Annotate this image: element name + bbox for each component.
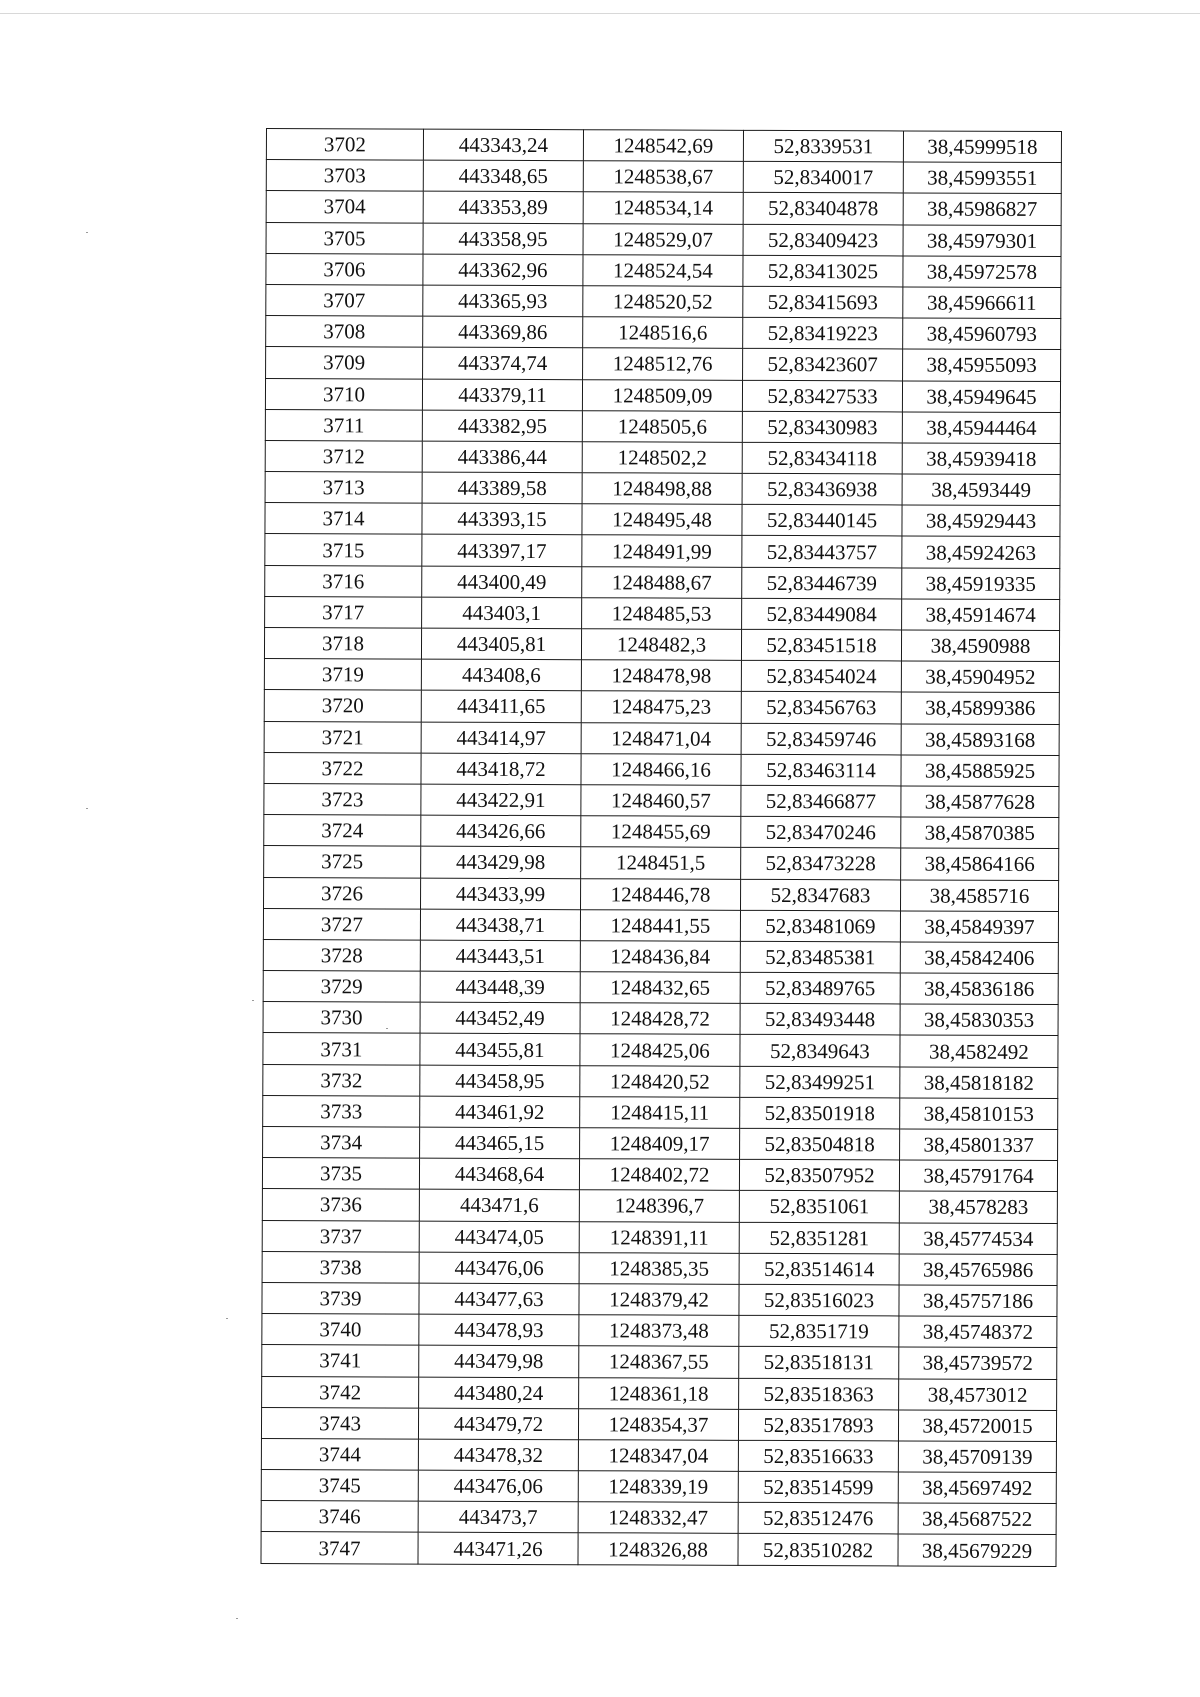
y-coordinate-cell: 1248428,72 bbox=[580, 1003, 740, 1035]
table-row bbox=[266, 316, 1061, 350]
point-number-cell: 3704 bbox=[266, 191, 423, 223]
y-coordinate-cell: 1248425,06 bbox=[580, 1034, 740, 1066]
x-coordinate-cell: 443478,32 bbox=[418, 1439, 578, 1471]
longitude-cell: 38,45810153 bbox=[900, 1098, 1058, 1130]
latitude-cell: 52,83507952 bbox=[739, 1160, 899, 1192]
x-coordinate-cell: 443426,66 bbox=[421, 815, 581, 847]
latitude-cell: 52,83518363 bbox=[739, 1378, 899, 1410]
x-coordinate-cell: 443455,81 bbox=[420, 1034, 580, 1066]
longitude-cell: 38,45836186 bbox=[900, 973, 1058, 1005]
table-row bbox=[262, 1220, 1057, 1254]
longitude-cell: 38,4573012 bbox=[899, 1378, 1057, 1410]
point-number-cell: 3707 bbox=[266, 284, 423, 316]
longitude-cell: 38,45709139 bbox=[898, 1441, 1056, 1473]
latitude-cell: 52,83430983 bbox=[742, 411, 902, 443]
point-number-cell: 3738 bbox=[262, 1251, 419, 1283]
x-coordinate-cell: 443400,49 bbox=[422, 566, 582, 598]
x-coordinate-cell: 443479,98 bbox=[419, 1345, 579, 1377]
longitude-cell: 38,45979301 bbox=[903, 225, 1061, 257]
point-number-cell: 3740 bbox=[262, 1314, 419, 1346]
longitude-cell: 38,45972578 bbox=[903, 256, 1061, 288]
longitude-cell: 38,45914674 bbox=[902, 599, 1060, 631]
longitude-cell: 38,45739572 bbox=[899, 1347, 1057, 1379]
longitude-cell: 38,45830353 bbox=[900, 1004, 1058, 1036]
y-coordinate-cell: 1248432,65 bbox=[580, 972, 740, 1004]
point-number-cell: 3706 bbox=[266, 253, 423, 285]
x-coordinate-cell: 443471,26 bbox=[418, 1533, 578, 1565]
x-coordinate-cell: 443429,98 bbox=[421, 846, 581, 878]
longitude-cell: 38,45993551 bbox=[903, 162, 1061, 194]
longitude-cell: 38,45818182 bbox=[900, 1067, 1058, 1099]
latitude-cell: 52,83404878 bbox=[743, 193, 903, 225]
latitude-cell: 52,83466877 bbox=[741, 785, 901, 817]
longitude-cell: 38,45720015 bbox=[898, 1410, 1056, 1442]
y-coordinate-cell: 1248512,76 bbox=[583, 348, 743, 380]
table-row bbox=[263, 1095, 1058, 1129]
table-row bbox=[263, 1126, 1058, 1160]
longitude-cell: 38,45885925 bbox=[901, 755, 1059, 787]
latitude-cell: 52,83517893 bbox=[738, 1409, 898, 1441]
latitude-cell: 52,83440145 bbox=[742, 505, 902, 537]
point-number-cell: 3703 bbox=[266, 160, 423, 192]
table-row bbox=[262, 1314, 1057, 1348]
point-number-cell: 3726 bbox=[264, 877, 421, 909]
x-coordinate-cell: 443379,11 bbox=[422, 379, 582, 411]
x-coordinate-cell: 443358,95 bbox=[423, 223, 583, 255]
x-coordinate-cell: 443405,81 bbox=[421, 628, 581, 660]
x-coordinate-cell: 443382,95 bbox=[422, 410, 582, 442]
x-coordinate-cell: 443474,05 bbox=[419, 1221, 579, 1253]
latitude-cell: 52,83436938 bbox=[742, 473, 902, 505]
table-row bbox=[263, 1064, 1058, 1098]
latitude-cell: 52,8351719 bbox=[739, 1315, 899, 1347]
y-coordinate-cell: 1248415,11 bbox=[580, 1097, 740, 1129]
y-coordinate-cell: 1248524,54 bbox=[583, 254, 743, 286]
point-number-cell: 3720 bbox=[264, 690, 421, 722]
longitude-cell: 38,4582492 bbox=[900, 1035, 1058, 1067]
latitude-cell: 52,83518131 bbox=[739, 1347, 899, 1379]
longitude-cell: 38,45679229 bbox=[898, 1534, 1056, 1566]
x-coordinate-cell: 443389,58 bbox=[422, 472, 582, 504]
longitude-cell: 38,45697492 bbox=[898, 1472, 1056, 1504]
table-row bbox=[261, 1532, 1056, 1566]
y-coordinate-cell: 1248391,11 bbox=[579, 1221, 739, 1253]
latitude-cell: 52,83501918 bbox=[740, 1097, 900, 1129]
y-coordinate-cell: 1248495,48 bbox=[582, 504, 742, 536]
longitude-cell: 38,4585716 bbox=[900, 879, 1058, 911]
longitude-cell: 38,45986827 bbox=[903, 193, 1061, 225]
scan-speck bbox=[386, 1028, 388, 1029]
point-number-cell: 3745 bbox=[261, 1470, 418, 1502]
point-number-cell: 3710 bbox=[265, 378, 422, 410]
y-coordinate-cell: 1248451,5 bbox=[581, 847, 741, 879]
latitude-cell: 52,83449084 bbox=[742, 598, 902, 630]
x-coordinate-cell: 443448,39 bbox=[420, 971, 580, 1003]
x-coordinate-cell: 443397,17 bbox=[422, 535, 582, 567]
scan-speck bbox=[236, 1618, 238, 1619]
table-row bbox=[265, 409, 1060, 443]
y-coordinate-cell: 1248339,19 bbox=[578, 1471, 738, 1503]
table-row bbox=[266, 347, 1061, 381]
longitude-cell: 38,45899386 bbox=[901, 692, 1059, 724]
y-coordinate-cell: 1248396,7 bbox=[579, 1190, 739, 1222]
point-number-cell: 3732 bbox=[263, 1064, 420, 1096]
longitude-cell: 38,45966611 bbox=[903, 287, 1061, 319]
point-number-cell: 3713 bbox=[265, 472, 422, 504]
point-number-cell: 3743 bbox=[261, 1407, 418, 1439]
y-coordinate-cell: 1248542,69 bbox=[583, 130, 743, 162]
x-coordinate-cell: 443480,24 bbox=[419, 1377, 579, 1409]
y-coordinate-cell: 1248475,23 bbox=[581, 691, 741, 723]
point-number-cell: 3727 bbox=[263, 908, 420, 940]
x-coordinate-cell: 443386,44 bbox=[422, 441, 582, 473]
x-coordinate-cell: 443461,92 bbox=[420, 1096, 580, 1128]
latitude-cell: 52,83514599 bbox=[738, 1471, 898, 1503]
latitude-cell: 52,83413025 bbox=[743, 255, 903, 287]
longitude-cell: 38,45893168 bbox=[901, 724, 1059, 756]
table-row bbox=[266, 284, 1061, 318]
point-number-cell: 3724 bbox=[264, 815, 421, 847]
point-number-cell: 3734 bbox=[263, 1126, 420, 1158]
latitude-cell: 52,8351281 bbox=[739, 1222, 899, 1254]
point-number-cell: 3719 bbox=[264, 659, 421, 691]
latitude-cell: 52,8349643 bbox=[740, 1035, 900, 1067]
longitude-cell: 38,45929443 bbox=[902, 505, 1060, 537]
latitude-cell: 52,83443757 bbox=[742, 536, 902, 568]
y-coordinate-cell: 1248379,42 bbox=[579, 1284, 739, 1316]
point-number-cell: 3705 bbox=[266, 222, 423, 254]
x-coordinate-cell: 443411,65 bbox=[421, 690, 581, 722]
table-row bbox=[262, 1158, 1057, 1192]
latitude-cell: 52,83516023 bbox=[739, 1284, 899, 1316]
table-row bbox=[265, 472, 1060, 506]
y-coordinate-cell: 1248347,04 bbox=[578, 1440, 738, 1472]
point-number-cell: 3717 bbox=[265, 596, 422, 628]
latitude-cell: 52,83434118 bbox=[742, 442, 902, 474]
x-coordinate-cell: 443348,65 bbox=[423, 160, 583, 192]
table-row bbox=[265, 503, 1060, 537]
latitude-cell: 52,83427533 bbox=[742, 380, 902, 412]
longitude-cell: 38,45791764 bbox=[899, 1160, 1057, 1192]
point-number-cell: 3718 bbox=[264, 627, 421, 659]
y-coordinate-cell: 1248326,88 bbox=[578, 1533, 738, 1565]
point-number-cell: 3721 bbox=[264, 721, 421, 753]
table-row bbox=[264, 783, 1059, 817]
x-coordinate-cell: 443418,72 bbox=[421, 753, 581, 785]
point-number-cell: 3739 bbox=[262, 1282, 419, 1314]
x-coordinate-cell: 443479,72 bbox=[418, 1408, 578, 1440]
table-row bbox=[263, 939, 1058, 973]
longitude-cell: 38,45849397 bbox=[900, 911, 1058, 943]
point-number-cell: 3736 bbox=[262, 1189, 419, 1221]
point-number-cell: 3747 bbox=[261, 1532, 418, 1564]
y-coordinate-cell: 1248455,69 bbox=[581, 816, 741, 848]
y-coordinate-cell: 1248354,37 bbox=[578, 1408, 738, 1440]
point-number-cell: 3735 bbox=[262, 1158, 419, 1190]
x-coordinate-cell: 443353,89 bbox=[423, 191, 583, 223]
point-number-cell: 3711 bbox=[265, 409, 422, 441]
table-row bbox=[263, 908, 1058, 942]
latitude-cell: 52,83463114 bbox=[741, 754, 901, 786]
x-coordinate-cell: 443408,6 bbox=[421, 659, 581, 691]
longitude-cell: 38,45999518 bbox=[903, 131, 1061, 163]
y-coordinate-cell: 1248505,6 bbox=[582, 410, 742, 442]
y-coordinate-cell: 1248498,88 bbox=[582, 473, 742, 505]
longitude-cell: 38,45939418 bbox=[902, 443, 1060, 475]
table-row bbox=[264, 846, 1059, 880]
y-coordinate-cell: 1248471,04 bbox=[581, 722, 741, 754]
scan-speck bbox=[252, 1000, 254, 1001]
longitude-cell: 38,4578283 bbox=[899, 1191, 1057, 1223]
point-number-cell: 3742 bbox=[262, 1376, 419, 1408]
longitude-cell: 38,4593449 bbox=[902, 474, 1060, 506]
coordinate-table bbox=[260, 128, 1062, 1567]
longitude-cell: 38,45870385 bbox=[901, 817, 1059, 849]
y-coordinate-cell: 1248367,55 bbox=[579, 1346, 739, 1378]
longitude-cell: 38,45955093 bbox=[903, 349, 1061, 381]
latitude-cell: 52,83451518 bbox=[741, 629, 901, 661]
x-coordinate-cell: 443403,1 bbox=[422, 597, 582, 629]
y-coordinate-cell: 1248520,52 bbox=[583, 286, 743, 318]
point-number-cell: 3746 bbox=[261, 1501, 418, 1533]
point-number-cell: 3741 bbox=[262, 1345, 419, 1377]
y-coordinate-cell: 1248460,57 bbox=[581, 785, 741, 817]
x-coordinate-cell: 443433,99 bbox=[421, 878, 581, 910]
table-row bbox=[263, 971, 1058, 1005]
longitude-cell: 38,45765986 bbox=[899, 1254, 1057, 1286]
y-coordinate-cell: 1248516,6 bbox=[583, 317, 743, 349]
y-coordinate-cell: 1248509,09 bbox=[582, 379, 742, 411]
x-coordinate-cell: 443414,97 bbox=[421, 722, 581, 754]
latitude-cell: 52,83473228 bbox=[741, 848, 901, 880]
point-number-cell: 3712 bbox=[265, 440, 422, 472]
latitude-cell: 52,83481069 bbox=[740, 910, 900, 942]
longitude-cell: 38,45904952 bbox=[901, 661, 1059, 693]
x-coordinate-cell: 443476,06 bbox=[419, 1252, 579, 1284]
point-number-cell: 3715 bbox=[265, 534, 422, 566]
x-coordinate-cell: 443471,6 bbox=[419, 1189, 579, 1221]
y-coordinate-cell: 1248402,72 bbox=[579, 1159, 739, 1191]
latitude-cell: 52,83456763 bbox=[741, 692, 901, 724]
longitude-cell: 38,45949645 bbox=[902, 380, 1060, 412]
latitude-cell: 52,8340017 bbox=[743, 162, 903, 194]
latitude-cell: 52,83470246 bbox=[741, 816, 901, 848]
latitude-cell: 52,83423607 bbox=[743, 349, 903, 381]
table-row bbox=[262, 1345, 1057, 1379]
point-number-cell: 3725 bbox=[264, 846, 421, 878]
x-coordinate-cell: 443422,91 bbox=[421, 784, 581, 816]
y-coordinate-cell: 1248488,67 bbox=[582, 566, 742, 598]
point-number-cell: 3729 bbox=[263, 971, 420, 1003]
table-row bbox=[261, 1438, 1056, 1472]
y-coordinate-cell: 1248491,99 bbox=[582, 535, 742, 567]
latitude-cell: 52,83516633 bbox=[738, 1440, 898, 1472]
latitude-cell: 52,8339531 bbox=[743, 130, 903, 162]
x-coordinate-cell: 443478,93 bbox=[419, 1314, 579, 1346]
longitude-cell: 38,45774534 bbox=[899, 1223, 1057, 1255]
y-coordinate-cell: 1248466,16 bbox=[581, 753, 741, 785]
x-coordinate-cell: 443465,15 bbox=[420, 1127, 580, 1159]
point-number-cell: 3709 bbox=[266, 347, 423, 379]
longitude-cell: 38,45687522 bbox=[898, 1503, 1056, 1535]
longitude-cell: 38,45960793 bbox=[903, 318, 1061, 350]
point-number-cell: 3744 bbox=[261, 1438, 418, 1470]
table-row bbox=[263, 1033, 1058, 1067]
x-coordinate-cell: 443468,64 bbox=[419, 1158, 579, 1190]
table-row bbox=[265, 596, 1060, 630]
y-coordinate-cell: 1248332,47 bbox=[578, 1502, 738, 1534]
table-row bbox=[264, 659, 1059, 693]
table-row bbox=[263, 1002, 1058, 1036]
point-number-cell: 3702 bbox=[266, 129, 423, 161]
x-coordinate-cell: 443443,51 bbox=[420, 940, 580, 972]
table-row bbox=[261, 1501, 1056, 1535]
point-number-cell: 3728 bbox=[263, 939, 420, 971]
longitude-cell: 38,45877628 bbox=[901, 786, 1059, 818]
point-number-cell: 3731 bbox=[263, 1033, 420, 1065]
latitude-cell: 52,83415693 bbox=[743, 286, 903, 318]
y-coordinate-cell: 1248478,98 bbox=[581, 660, 741, 692]
x-coordinate-cell: 443374,74 bbox=[423, 347, 583, 379]
x-coordinate-cell: 443476,06 bbox=[418, 1470, 578, 1502]
latitude-cell: 52,83446739 bbox=[742, 567, 902, 599]
point-number-cell: 3716 bbox=[265, 565, 422, 597]
table-row bbox=[264, 752, 1059, 786]
point-number-cell: 3714 bbox=[265, 503, 422, 535]
latitude-cell: 52,83504818 bbox=[740, 1128, 900, 1160]
table-row bbox=[262, 1282, 1057, 1316]
point-number-cell: 3722 bbox=[264, 752, 421, 784]
latitude-cell: 52,83514614 bbox=[739, 1253, 899, 1285]
table-row bbox=[262, 1376, 1057, 1410]
latitude-cell: 52,83493448 bbox=[740, 1004, 900, 1036]
x-coordinate-cell: 443369,86 bbox=[423, 316, 583, 348]
x-coordinate-cell: 443343,24 bbox=[423, 129, 583, 161]
table-row bbox=[266, 191, 1061, 225]
longitude-cell: 38,4590988 bbox=[901, 630, 1059, 662]
scan-top-edge-line bbox=[0, 13, 1200, 14]
table-row bbox=[262, 1189, 1057, 1223]
point-number-cell: 3723 bbox=[264, 783, 421, 815]
y-coordinate-cell: 1248529,07 bbox=[583, 223, 743, 255]
longitude-cell: 38,45842406 bbox=[900, 942, 1058, 974]
table-row bbox=[265, 378, 1060, 412]
table-row bbox=[266, 253, 1061, 287]
coordinate-table-body bbox=[261, 129, 1062, 1567]
table-row bbox=[264, 721, 1059, 755]
y-coordinate-cell: 1248446,78 bbox=[581, 878, 741, 910]
latitude-cell: 52,83499251 bbox=[740, 1066, 900, 1098]
latitude-cell: 52,83489765 bbox=[740, 972, 900, 1004]
y-coordinate-cell: 1248420,52 bbox=[580, 1065, 740, 1097]
y-coordinate-cell: 1248373,48 bbox=[579, 1315, 739, 1347]
latitude-cell: 52,83454024 bbox=[741, 661, 901, 693]
latitude-cell: 52,8347683 bbox=[741, 879, 901, 911]
point-number-cell: 3733 bbox=[263, 1095, 420, 1127]
table-row bbox=[265, 534, 1060, 568]
point-number-cell: 3730 bbox=[263, 1002, 420, 1034]
latitude-cell: 52,83485381 bbox=[740, 941, 900, 973]
latitude-cell: 52,8351061 bbox=[739, 1191, 899, 1223]
x-coordinate-cell: 443365,93 bbox=[423, 285, 583, 317]
x-coordinate-cell: 443452,49 bbox=[420, 1002, 580, 1034]
longitude-cell: 38,45801337 bbox=[900, 1129, 1058, 1161]
y-coordinate-cell: 1248534,14 bbox=[583, 192, 743, 224]
y-coordinate-cell: 1248361,18 bbox=[579, 1377, 739, 1409]
scan-speck bbox=[226, 1318, 228, 1319]
table-row bbox=[264, 690, 1059, 724]
longitude-cell: 38,45864166 bbox=[901, 848, 1059, 880]
y-coordinate-cell: 1248485,53 bbox=[582, 598, 742, 630]
latitude-cell: 52,83512476 bbox=[738, 1503, 898, 1535]
table-row bbox=[262, 1251, 1057, 1285]
table-row bbox=[266, 129, 1061, 163]
table-row bbox=[265, 440, 1060, 474]
scan-speck bbox=[86, 232, 88, 233]
latitude-cell: 52,83510282 bbox=[738, 1534, 898, 1566]
y-coordinate-cell: 1248482,3 bbox=[581, 629, 741, 661]
longitude-cell: 38,45757186 bbox=[899, 1285, 1057, 1317]
longitude-cell: 38,45944464 bbox=[902, 412, 1060, 444]
y-coordinate-cell: 1248409,17 bbox=[580, 1128, 740, 1160]
x-coordinate-cell: 443362,96 bbox=[423, 254, 583, 286]
x-coordinate-cell: 443477,63 bbox=[419, 1283, 579, 1315]
longitude-cell: 38,45924263 bbox=[902, 536, 1060, 568]
latitude-cell: 52,83459746 bbox=[741, 723, 901, 755]
table-row bbox=[264, 627, 1059, 661]
latitude-cell: 52,83409423 bbox=[743, 224, 903, 256]
x-coordinate-cell: 443458,95 bbox=[420, 1065, 580, 1097]
point-number-cell: 3737 bbox=[262, 1220, 419, 1252]
table-row bbox=[266, 160, 1061, 194]
x-coordinate-cell: 443473,7 bbox=[418, 1501, 578, 1533]
point-number-cell: 3708 bbox=[266, 316, 423, 348]
y-coordinate-cell: 1248441,55 bbox=[580, 909, 740, 941]
table-row bbox=[261, 1470, 1056, 1504]
x-coordinate-cell: 443393,15 bbox=[422, 503, 582, 535]
scan-speck bbox=[86, 808, 88, 809]
table-row bbox=[265, 565, 1060, 599]
table-row bbox=[264, 815, 1059, 849]
longitude-cell: 38,45919335 bbox=[902, 568, 1060, 600]
latitude-cell: 52,83419223 bbox=[743, 317, 903, 349]
table-row bbox=[261, 1407, 1056, 1441]
longitude-cell: 38,45748372 bbox=[899, 1316, 1057, 1348]
x-coordinate-cell: 443438,71 bbox=[420, 909, 580, 941]
y-coordinate-cell: 1248538,67 bbox=[583, 161, 743, 193]
table-row bbox=[264, 877, 1059, 911]
table-row bbox=[266, 222, 1061, 256]
y-coordinate-cell: 1248502,2 bbox=[582, 442, 742, 474]
y-coordinate-cell: 1248436,84 bbox=[580, 941, 740, 973]
y-coordinate-cell: 1248385,35 bbox=[579, 1252, 739, 1284]
